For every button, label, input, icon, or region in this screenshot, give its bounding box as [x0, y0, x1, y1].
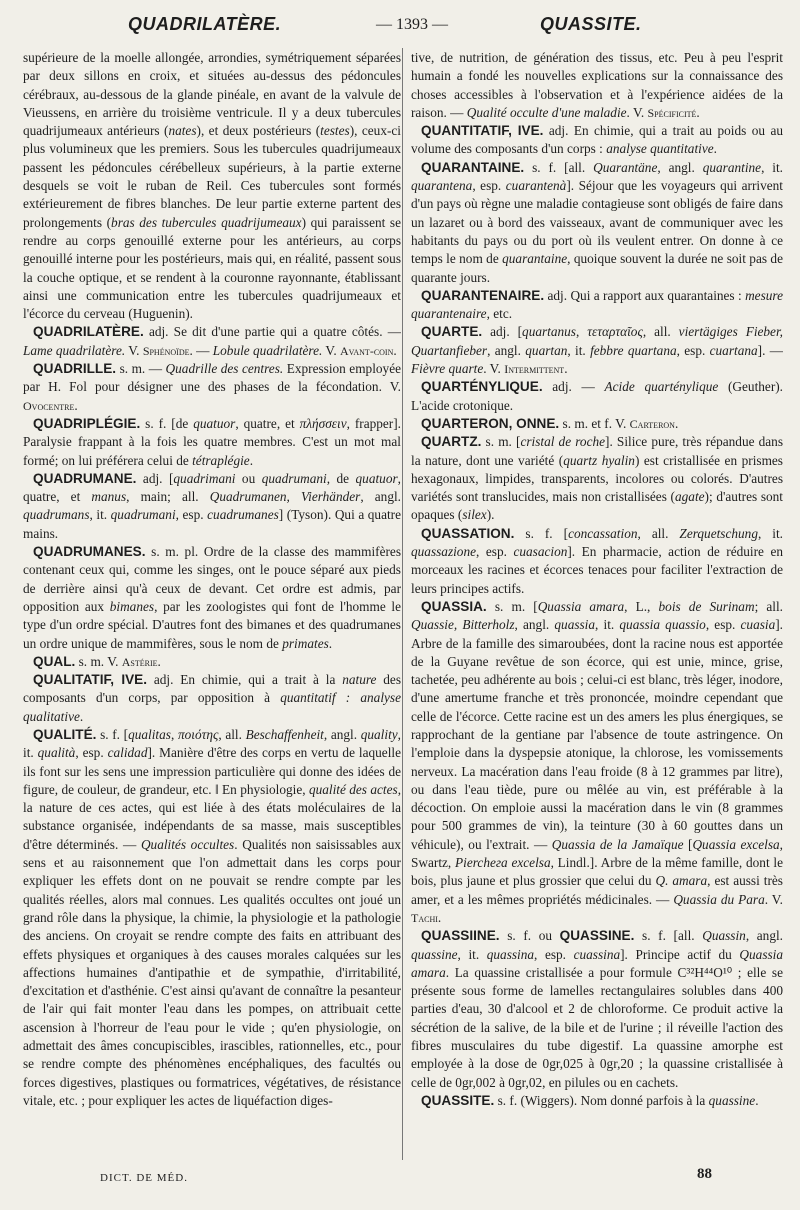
italic-text: quadrumani: [110, 507, 176, 523]
italic-text: analyse quantitative: [606, 141, 714, 157]
right-column-entry: [411, 159, 783, 287]
italic-text: cuartana: [709, 342, 758, 358]
entry-headword: QUARTERON, ONNE.: [421, 415, 560, 431]
entry-text: , etc.: [486, 306, 513, 322]
cross-reference: Intermittent: [504, 362, 565, 377]
entry-headword: QUASSITE.: [421, 1092, 495, 1108]
right-column-entry: [411, 598, 783, 927]
italic-text: manus: [91, 489, 127, 505]
right-column-entry: [411, 287, 783, 324]
italic-text: Quadrille des centres.: [165, 361, 284, 377]
italic-text: quarantena: [411, 178, 473, 194]
entry-text: adj. [: [136, 470, 174, 486]
entry-text: V.: [125, 342, 143, 358]
entry-text: , angl.: [487, 342, 526, 358]
italic-text: Quassia de la Jamaïque: [551, 836, 684, 852]
entry-text: ]. En pharmacie, action de réduire en morceaux les racines et écorces tenaces pour faciliter l'extraction de leurs principes actifs.: [411, 544, 783, 596]
italic-text: Quassia amara: [411, 946, 783, 980]
cross-reference: Carteron: [629, 416, 675, 431]
entry-text: , L.,: [624, 598, 659, 614]
entry-text: adj. —: [542, 379, 605, 395]
entry-text: . La quassine cristallisée a pour formule C³²H⁴⁴O¹⁰ ; elle se présente sous forme de lamelles rectangulaires solubles dans 400 parties d'eau, 30 d'alcool et 2 de chloroforme. Ce produit active la sécrétion de la salive, de la bile et de l'urine ; il réveille l'action des fibres musculaires du tube digestif. La quassine amorphe est employée à la dose de 0gr,025 à 0gr,20 ; la quassine cristallisée à celle de 0gr,002 à 0gr,02, en pilules ou en cachets.: [411, 964, 783, 1090]
entry-text: s. f. [de: [140, 415, 194, 431]
entry-text: .: [249, 452, 254, 468]
entry-headword: QUASSIA.: [421, 598, 487, 614]
cross-reference: Tachi: [411, 910, 438, 925]
left-column-entry: [23, 470, 401, 543]
italic-text: Fièvre quarte: [411, 361, 484, 377]
entry-text: , Swartz,: [411, 836, 783, 871]
italic-text: quassia: [554, 617, 596, 633]
entry-text: ,: [170, 726, 178, 742]
cross-reference: Avant-coin: [339, 343, 394, 358]
right-column-entry: [411, 122, 783, 159]
italic-text: quartanus: [522, 324, 576, 340]
entry-text: , esp.: [534, 946, 574, 962]
entry-text: ]. Séjour que les voyageurs qui arrivent d'un pays où règne une maladie contagieuse sont obligés de faire dans un lazaret ou à bord des vaisseaux, avant de communiquer avec les habitants du pays ou du port où ils veulent entrer. On donne à ce temps le nom de: [411, 178, 783, 267]
entry-text: .: [157, 653, 161, 669]
entry-text: ]. Silice pure, très répandue dans la nature, dont une variété (: [411, 434, 783, 468]
entry-text: ) est cristallisée en prismes hexagonaux, limpides, transparents, incolores ou colorés. D'autres variétés sont translucides, mais non cristallisées (: [411, 452, 783, 505]
page-number: — 1393 —: [376, 16, 448, 33]
entry-text: s. m. et f. V.: [559, 415, 630, 431]
italic-text: τεταρταῖος: [587, 324, 643, 340]
entry-headword: QUALITÉ.: [33, 726, 97, 742]
entry-headword: QUADRIPLÉGIE.: [33, 415, 141, 431]
cross-reference: Spécificité: [647, 105, 697, 120]
right-column-entry: [411, 525, 783, 598]
entry-headword: QUARANTENAIRE.: [421, 287, 545, 303]
entry-text: ).: [486, 507, 495, 523]
cross-reference: Astérie: [121, 654, 158, 669]
entry-text: ) qui paraissent se rendre au corps genouillé externe pour les antérieurs, au corps genouillé interne pour les postérieurs, mais qui, en réalité, passent sous la couche optique, et se rendent à la couronne rayonnante, établissant ainsi une communication entre les tubercules quadrijumeaux et l'écorce du cerveau (Huguenin).: [23, 214, 401, 322]
italic-text: quassina: [486, 946, 535, 962]
italic-text: concassation: [568, 525, 638, 541]
entry-text: . Qualités non saisissables aux sens et au raisonnement que l'on admettait dans les corps pour expliquer les effets dont on ne pouvait se rendre compte par les qualités réelles, alors mal connues. Les qualités occultes ont joué un grand rôle dans la physique, la chimie, la physiologie et la pathologie des anciens. On croyait se rendre compte des faits en attribuant des effets physiques et organiques à des causes morales calquées sur les affections humaines d'antipathie et de sympathie, d'irritabilité, d'excitation et d'asthénie. C'est ainsi qu'avant de connaître la pesanteur de l'air qui fait monter l'eau dans les pompes, on attribuait cette ascension à l'horreur de l'eau pour le vide ; qu'en physiologie, on admettait des âmes concupiscibles, irascibles, rationnelles, etc., pour se rendre compte des phénomènes encéphaliques, des facultés ou forces digestives, plastiques ou formatrices, végétatives, de résistance vitale, etc. ; pour expliquer les actes de liquéfaction diges-: [23, 836, 401, 1108]
italic-text: Zerquetschung: [679, 525, 758, 541]
entry-headword: QUARTE.: [421, 324, 483, 340]
header-first-word: QUADRILATÈRE.: [128, 14, 282, 34]
italic-text: quality: [360, 726, 398, 742]
entry-text: adj. [: [482, 324, 523, 340]
entry-text: , quoique souvent la durée ne soit pas de quarante jours.: [411, 251, 783, 285]
italic-text: cuasacion: [513, 544, 568, 560]
italic-text: Quassie, Bitterholz: [411, 617, 515, 633]
entry-headword: QUARTZ.: [421, 434, 482, 450]
entry-text: . V.: [764, 891, 783, 907]
cross-reference: Sphénoïde: [142, 343, 190, 358]
entry-text: Expression employée par H. Fol pour désigner une des phases de la fécondation. V.: [23, 361, 401, 395]
entry-text: , esp.: [676, 342, 710, 358]
entry-text: V.: [322, 342, 340, 358]
italic-text: viertägiges Fieber, Quartanfieber: [411, 324, 783, 358]
entry-text: ; all.: [754, 598, 783, 614]
entry-text: s. m. [: [481, 434, 521, 450]
left-column-entry: [23, 543, 401, 653]
entry-text: , all.: [637, 525, 680, 541]
sheet-number: 88: [697, 1166, 712, 1182]
italic-text: Quassia du Para: [673, 891, 765, 907]
entry-text: ), ceux-ci plus volumineux que les premiers. Sous les tubercules quadrijumeaux passent les pédoncules cérébelleux supérieurs, à la partie externe desquels se voit le ruban de Reil. Ces tubercules sont formés extérieurement de fibres blanches. De leur partie externe partent des prolongements (: [23, 123, 401, 230]
entry-text: ,: [575, 324, 588, 340]
italic-text: quarantine: [702, 159, 762, 175]
entry-text: .: [74, 397, 78, 413]
entry-text: s. f. [: [96, 726, 129, 742]
entry-text: ]. Arbre de la famille des simaroubées, dont la racine nous est apportée de la Guyane revêtue de son écorce, qui est unie, mince, grise, tachetée, peu adhérente au bois ; celui-ci est blanc, très léger, inodore, d'une amertume franche et très prononcée, moindre cependant que celle de l'écorce. Cette racine est un des amers les plus énergiques, se rapprochant de la gentiane par l'absence de toute astringence. On l'emploie dans la dyspepsie atonique, la chlorose, les vomissements nerveux. La macération dans l'eau froide (8 à 12 grammes par litre), ou dans l'eau tiède, pure ou mêlée au vin, est préférable à la décoction. On emploie aussi la macération dans le vin (8 grammes pour 500 grammes de vin), la teinture (30 à 60 gouttes dans un véhicule), ou l'extrait. —: [411, 617, 783, 852]
entry-text: ]. —: [757, 342, 783, 358]
entry-text: s. f. (Wiggers). Nom donné parfois à la: [494, 1092, 709, 1108]
entry-headword: QUAL.: [33, 653, 76, 669]
italic-text: Quadrumanen, Vierhänder: [209, 489, 361, 505]
italic-text: bras des tubercules quadrijumeaux: [111, 214, 302, 230]
italic-text: mesure quarantenaire: [411, 287, 783, 322]
entry-text: , frapper]. Paralysie frappant à la fois les quatre membres. C'est un mot mal formé; on lui préférera celui de: [23, 415, 401, 468]
right-column-entry: [411, 49, 783, 122]
entry-headword: QUADRUMANE.: [33, 470, 137, 486]
entry-text: s. m. [: [486, 598, 538, 614]
italic-text: ποιότης: [177, 726, 219, 742]
italic-text: tétraplégie: [192, 452, 250, 468]
entry-headword: QUASSINE.: [559, 928, 635, 944]
italic-text: Quarantäne: [593, 159, 658, 175]
column-divider: [402, 48, 403, 1160]
entry-text: .: [79, 708, 84, 724]
entry-text: .: [713, 141, 717, 157]
italic-text: primates: [282, 635, 329, 651]
entry-text: , it.: [761, 159, 783, 175]
entry-text: , main; all.: [126, 489, 210, 505]
entry-text: , all.: [218, 726, 246, 742]
italic-text: Acide quarténylique: [604, 379, 719, 395]
italic-text: Beschaffenheit: [245, 726, 324, 742]
right-column-entry: [411, 927, 783, 1092]
italic-text: Qualité occulte d'une maladie: [466, 104, 627, 120]
entry-text: . V.: [483, 361, 505, 377]
entry-headword: QUADRILLE.: [33, 361, 117, 377]
entry-text: , angl.: [360, 489, 401, 505]
entry-text: , est aussi très amer, et a les mêmes propriétés médicinales. —: [411, 873, 783, 907]
entry-text: , esp.: [476, 544, 514, 560]
entry-text: , Lindl.]. Arbre de la même famille, dont le bois, plus jaune et plus grossier que celui du: [411, 855, 783, 889]
entry-text: ); d'autres sont opaques (: [411, 489, 783, 523]
italic-text: quassine: [708, 1092, 756, 1108]
italic-text: Qualités occultes: [140, 836, 235, 852]
entry-text: , esp.: [75, 745, 108, 761]
entry-text: s. f. ou: [499, 928, 560, 944]
italic-text: πλήσσειν: [299, 415, 347, 431]
italic-text: quarantaine: [502, 251, 568, 267]
entry-text: , all.: [642, 324, 679, 340]
right-column-entry: [411, 415, 783, 433]
right-column: [411, 49, 783, 1175]
italic-text: agate: [675, 489, 705, 505]
left-column-entry: [23, 415, 401, 470]
entry-text: .: [437, 909, 442, 925]
entry-text: , de: [326, 470, 356, 486]
cross-reference: Ovocentre: [23, 398, 75, 413]
entry-text: , angl.: [745, 928, 783, 944]
entry-text: , angl.: [657, 159, 703, 175]
italic-text: cuasia: [740, 617, 776, 633]
italic-text: qualitas: [128, 726, 171, 742]
italic-text: cuassina: [573, 946, 621, 962]
entry-text: s. m. —: [116, 361, 166, 377]
footer-signature: DICT. DE MÉD.: [100, 1172, 188, 1184]
entry-text: ), et deux postérieurs (: [196, 123, 321, 139]
entry-text: adj. Se dit d'une partie qui a quatre côtés. —: [143, 324, 401, 340]
italic-text: bimanes: [109, 598, 155, 614]
entry-text: s. f. [all.: [634, 928, 703, 944]
entry-text: ] (Tyson). Qui a quatre mains.: [23, 507, 401, 541]
entry-headword: QUANTITATIF, IVE.: [421, 123, 544, 139]
entry-text: , la nature de ces actes, qui est liée à des états moléculaires de la substance organisée, indépendants de sa masse, mais susceptibles d'être déterminés. —: [23, 781, 401, 852]
italic-text: cuadrumanes: [207, 507, 279, 523]
left-column-entry: [23, 653, 401, 671]
entry-headword: QUASSIINE.: [421, 928, 500, 944]
italic-text: Quassin: [702, 928, 746, 944]
entry-text: , it.: [89, 507, 111, 523]
entry-text: , it.: [23, 726, 401, 761]
entry-text: tive, de nutrition, de génération des tissus, etc. Peu à peu l'esprit humain a fondé les nouvelles explications sur la connaissance des choses accessibles à l'observation et à l'expérience aidées de la raison. —: [411, 50, 783, 120]
italic-text: quassia quassio: [619, 617, 706, 633]
entry-text: , par les zoologistes qui font de l'homme le type d'un ordre spécial. D'autres font des bimanes et des quadrumanes un ordre unique de mammifères, sous le nom de: [23, 598, 401, 651]
italic-text: Piercheга excelsa: [455, 855, 551, 871]
entry-text: .: [696, 104, 700, 120]
entry-headword: QUARTÉNYLIQUE.: [421, 379, 543, 395]
entry-text: , esp.: [175, 507, 208, 523]
italic-text: nates: [168, 123, 197, 139]
entry-text: , it.: [567, 342, 591, 358]
italic-text: nature: [342, 672, 377, 688]
entry-text: ]. Principe actif du: [620, 946, 740, 962]
entry-headword: QUARANTAINE.: [421, 159, 525, 175]
left-column-entry: [23, 726, 401, 1110]
entry-headword: QUASSATION.: [421, 525, 515, 541]
italic-text: cuarantenà: [505, 178, 567, 194]
entry-text: , it.: [595, 617, 620, 633]
entry-text: ou: [235, 470, 262, 486]
right-column-entry: [411, 1092, 783, 1110]
italic-text: quadrumani: [261, 470, 327, 486]
entry-text: .: [755, 1092, 759, 1108]
left-column-entry: [23, 671, 401, 726]
italic-text: Quassia amara: [537, 598, 625, 614]
right-column-entry: [411, 433, 783, 524]
entry-text: s. f. [all.: [524, 159, 594, 175]
entry-text: , it.: [757, 525, 783, 541]
entry-text: s. f. [: [514, 525, 569, 541]
entry-text: s. m. V.: [75, 653, 122, 669]
italic-text: Q. amara: [655, 873, 708, 889]
entry-text: des composants d'un corps, par opposition à: [23, 672, 401, 706]
page-footer: [0, 1160, 800, 1200]
entry-text: , esp.: [472, 178, 506, 194]
entry-text: ]. Manière d'être des corps en vertu de laquelle ils font sur les sens une impression particulière qui donne des idées de figure, de couleur, de grandeur, etc. ‖ En physiologie,: [23, 745, 401, 797]
entry-text: , quatre, et: [23, 470, 401, 505]
left-column-entry: [23, 360, 401, 415]
italic-text: quadrimani: [173, 470, 236, 486]
entry-text: (Geuther). L'acide crotonique.: [411, 379, 783, 413]
italic-text: quartan: [525, 342, 568, 358]
entry-text: .: [328, 635, 333, 651]
entry-text: , it.: [457, 946, 487, 962]
italic-text: quassazione: [411, 544, 477, 560]
italic-text: quartz hyalin: [563, 452, 635, 468]
italic-text: quadrumans: [23, 507, 90, 523]
entry-text: , angl.: [514, 617, 555, 633]
italic-text: quatuor: [193, 415, 236, 431]
right-column-entry: [411, 378, 783, 415]
entry-text: . —: [189, 342, 213, 358]
italic-text: quatuor: [355, 470, 398, 486]
entry-text: adj. En chimie, qui a trait à la: [147, 672, 343, 688]
italic-text: calidad: [107, 745, 148, 761]
running-header: [0, 0, 800, 40]
entry-headword: QUADRILATÈRE.: [33, 324, 144, 340]
italic-text: quassine: [411, 946, 458, 962]
left-column: [23, 49, 401, 1175]
entry-text: .: [674, 415, 679, 431]
italic-text: qualité des actes: [308, 781, 398, 797]
italic-text: Lame quadrilatère.: [23, 342, 126, 358]
header-last-word: QUASSITE.: [540, 14, 642, 34]
entry-text: [: [683, 836, 693, 852]
entry-text: , esp.: [705, 617, 741, 633]
italic-text: Lobule quadrilatère.: [212, 342, 323, 358]
entry-text: s. m. pl. Ordre de la classe des mammifères contenant ceux qui, comme les singes, ont le pouce séparé aux pieds de derrière ainsi qu'à ceux de devant. Cet ordre est admis, par opposition aux: [23, 544, 401, 614]
entry-text: . V.: [626, 104, 648, 120]
entry-text: , angl.: [323, 726, 361, 742]
italic-text: febbre quartana: [590, 342, 677, 358]
entry-headword: QUADRUMANES.: [33, 544, 146, 560]
entry-text: , quatre, et: [235, 415, 300, 431]
italic-text: qualità: [37, 745, 76, 761]
italic-text: quantitatif : analyse qualitative: [23, 690, 401, 724]
italic-text: Quassia excelsa: [692, 836, 780, 852]
entry-text: .: [393, 342, 397, 358]
italic-text: cristal de roche: [520, 434, 606, 450]
entry-text: supérieure de la moelle allongée, arrondies, symétriquement séparées par deux sillons en croix, et situées au-dessus des pédoncules cérébraux, au-dessous de la glande pinéale, en avant de la valvule de Vieussens, en arrière du troisième ventricule. Il y a deux tubercules quadrijumeaux antérieurs (: [23, 50, 401, 139]
italic-text: silex: [462, 507, 487, 523]
left-column-entry: [23, 323, 401, 360]
right-column-entry: [411, 323, 783, 378]
entry-text: .: [564, 361, 568, 377]
italic-text: bois de Surinam: [658, 598, 755, 614]
left-column-entry: [23, 49, 401, 323]
entry-headword: QUALITATIF, IVE.: [33, 672, 148, 688]
entry-text: adj. Qui a rapport aux quarantaines :: [544, 287, 746, 303]
entry-text: adj. En chimie, qui a trait au poids ou au volume des composants d'un corps :: [411, 123, 783, 157]
italic-text: testes: [320, 123, 350, 139]
